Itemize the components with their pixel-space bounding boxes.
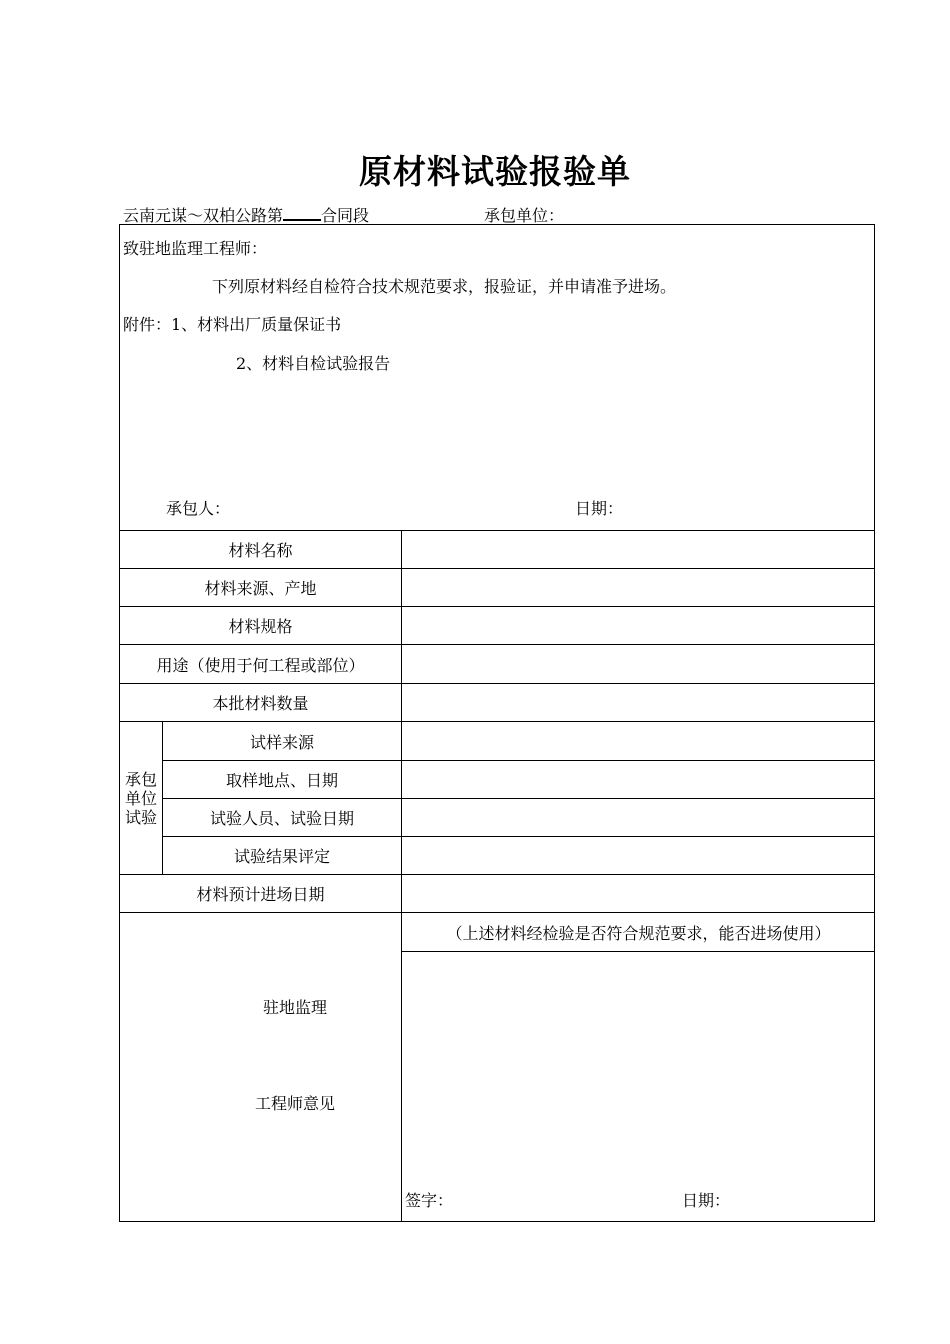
project-suffix: 合同段	[321, 206, 370, 225]
group-label-line: 承包	[124, 769, 157, 789]
supervisor-label-line-1: 驻地监理	[263, 998, 328, 1017]
tester-test-date-label: 试验人员、试验日期	[209, 809, 354, 828]
attachment-1: 附件：1、材料出厂质量保证书	[123, 315, 342, 334]
usage-label: 用途（使用于何工程或部位）	[156, 655, 365, 675]
contract-number-blank[interactable]	[283, 205, 321, 221]
contractor-test-group-label	[120, 722, 162, 874]
material-source-label: 材料来源、产地	[204, 579, 317, 598]
column-divider	[401, 530, 402, 1222]
sample-source-label: 试样来源	[249, 732, 314, 752]
sampling-place-date-label: 取样地点、日期	[225, 771, 338, 790]
contract-section-line	[123, 203, 369, 226]
row-divider	[401, 951, 875, 952]
supervisor-question: （上述材料经检验是否符合规范要求，能否进场使用）	[446, 923, 831, 943]
contractor-person-label: 承包人：	[166, 499, 231, 518]
attachment-2: 2、材料自检试验报告	[236, 354, 391, 373]
material-spec-label: 材料规格	[228, 617, 293, 636]
request-statement: 下列原材料经自检符合技术规范要求，报验证，并申请准予进场。	[212, 277, 677, 296]
group-label-line: 单位	[124, 788, 157, 808]
test-result-label: 试验结果评定	[233, 847, 330, 866]
page-title: 原材料试验报验单	[359, 152, 631, 191]
material-name-label: 材料名称	[228, 541, 293, 560]
project-prefix: 云南元谋～双柏公路第	[123, 206, 284, 225]
addressee: 致驻地监理工程师：	[123, 239, 268, 258]
batch-quantity-label: 本批材料数量	[212, 694, 309, 713]
contractor-unit-label: 承包单位：	[484, 206, 565, 225]
supervisor-label-line-2: 工程师意见	[255, 1094, 336, 1113]
signature-label: 签字：	[405, 1191, 454, 1210]
supervisor-date-label: 日期：	[682, 1191, 731, 1210]
material-entry-date-label: 材料预计进场日期	[196, 885, 325, 904]
request-date-label: 日期：	[575, 499, 624, 518]
group-label-line: 试验	[124, 807, 157, 827]
